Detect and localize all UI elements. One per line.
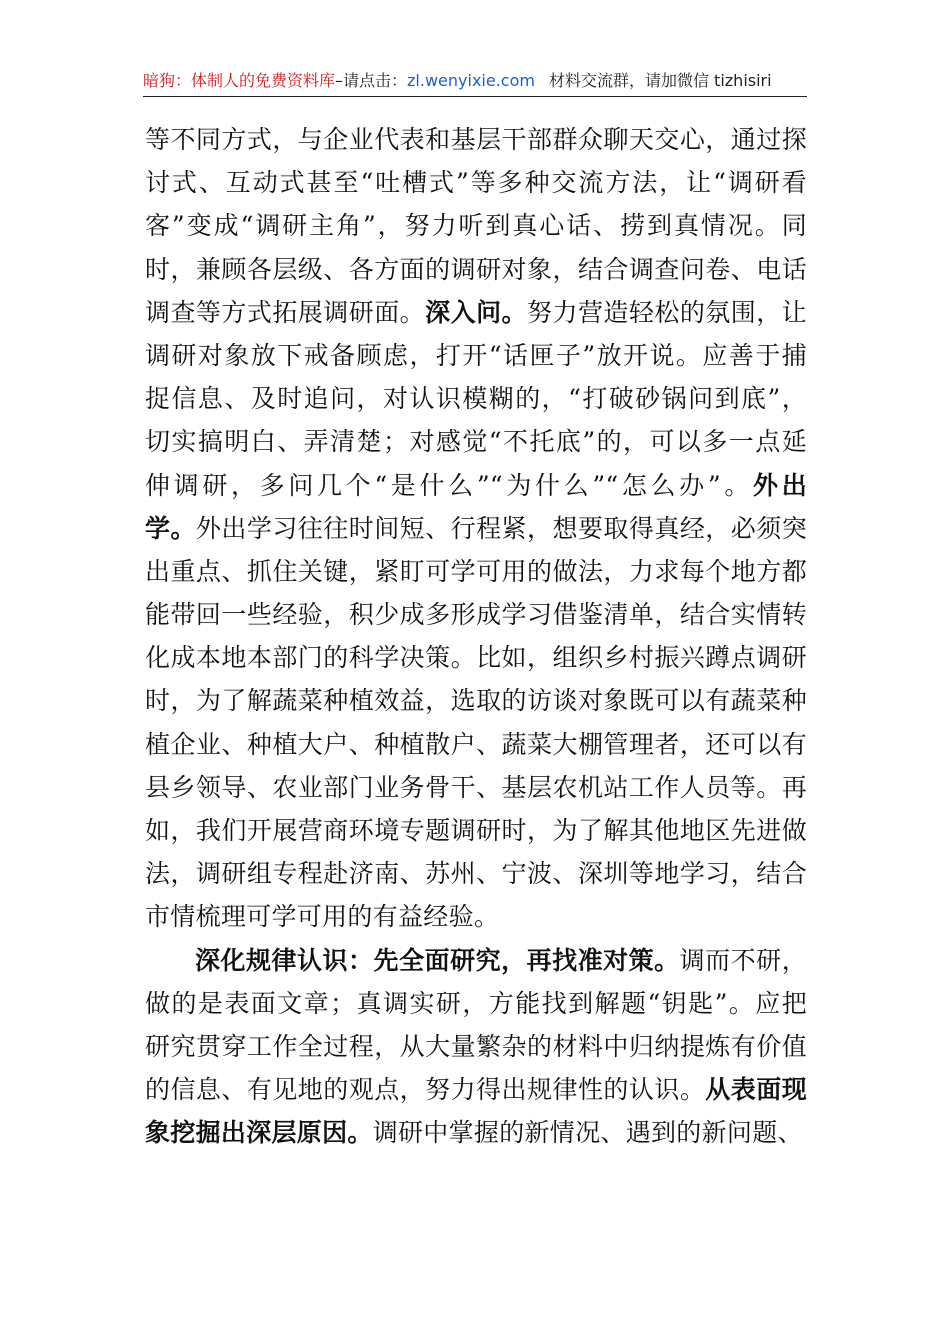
text-segment: 伸调研，多问几个“是什么”“为什么”“怎么办”。 bbox=[145, 470, 754, 500]
text-segment: 调而不研， bbox=[679, 945, 807, 975]
text-segment: 切实搞明白、弄清楚；对感觉“不托底”的，可以多一点延 bbox=[145, 427, 807, 457]
text-segment: 的信息、有见地的观点，努力得出规律性的认识。 bbox=[145, 1075, 706, 1105]
text-line bbox=[145, 118, 807, 161]
text-line bbox=[145, 161, 807, 204]
text-line bbox=[145, 766, 807, 809]
text-segment: 讨式、互动式甚至“吐槽式”等多种交流方法，让“调研看 bbox=[145, 168, 807, 198]
bold-heading-text: 外出 bbox=[753, 470, 807, 500]
text-line bbox=[145, 809, 807, 852]
text-line bbox=[145, 1068, 807, 1111]
text-segment: 捉信息、及时追问，对认识模糊的，“打破砂锅问到底”， bbox=[145, 384, 807, 414]
text-segment: 时，兼顾各层级、各方面的调研对象，结合调查问卷、电话 bbox=[145, 254, 807, 284]
text-line bbox=[145, 982, 807, 1025]
text-segment: 外出学习往往时间短、行程紧，想要取得真经，必须突 bbox=[195, 513, 807, 543]
text-line bbox=[145, 550, 807, 593]
text-segment: 调研中掌握的新情况、遇到的新问题、 bbox=[372, 1118, 803, 1148]
bold-heading-text: 深入问。 bbox=[425, 297, 528, 327]
text-line bbox=[145, 420, 807, 463]
text-segment: 出重点、抓住关键，紧盯可学可用的做法，力求每个地方都 bbox=[145, 556, 807, 586]
text-line bbox=[145, 593, 807, 636]
text-line bbox=[145, 507, 807, 550]
text-line bbox=[145, 464, 807, 507]
text-line bbox=[145, 204, 807, 247]
text-segment: 县乡领导、农业部门业务骨干、基层农机站工作人员等。再 bbox=[145, 772, 807, 802]
text-segment: 化成本地本部门的科学决策。比如，组织乡村振兴蹲点调研 bbox=[145, 643, 807, 673]
text-segment: 努力营造轻松的氛围，让 bbox=[527, 297, 807, 327]
text-line bbox=[145, 636, 807, 679]
text-line bbox=[145, 291, 807, 334]
text-line bbox=[145, 377, 807, 420]
text-line bbox=[145, 1025, 807, 1068]
text-segment: 市情梳理可学可用的有益经验。 bbox=[145, 902, 500, 932]
text-line bbox=[145, 1111, 807, 1154]
text-line bbox=[145, 895, 807, 938]
header-wechat-note: 材料交流群，请加微信 tizhisiri bbox=[548, 71, 772, 90]
text-line bbox=[145, 852, 807, 895]
text-segment: 法，调研组专程赴济南、苏州、宁波、深圳等地学习，结合 bbox=[145, 859, 807, 889]
text-segment: 能带回一些经验，积少成多形成学习借鉴清单，结合实情转 bbox=[145, 600, 807, 630]
text-line bbox=[145, 248, 807, 291]
text-segment: 如，我们开展营商环境专题调研时，为了解其他地区先进做 bbox=[145, 816, 807, 845]
text-line bbox=[145, 334, 807, 377]
text-segment: 客”变成“调研主角”，努力听到真心话、捞到真情况。同 bbox=[145, 211, 807, 241]
text-segment: 调研对象放下戒备顾虑，打开“话匣子”放开说。应善于捕 bbox=[145, 340, 807, 370]
bold-heading-text: 象挖掘出深层原因。 bbox=[145, 1118, 373, 1148]
page-header bbox=[143, 66, 807, 97]
header-site-name: 暗狗：体制人的免费资料库 bbox=[143, 71, 336, 90]
bold-heading-text: 深化规律认识：先全面研究，再找准对策。 bbox=[195, 945, 680, 975]
text-segment: 调查等方式拓展调研面。 bbox=[145, 297, 426, 327]
text-segment: 等不同方式，与企业代表和基层干部群众聊天交心，通过探 bbox=[145, 125, 807, 154]
text-line bbox=[145, 679, 807, 722]
header-click-prompt: –请点击： bbox=[335, 71, 408, 90]
bold-heading-text: 从表面现 bbox=[705, 1075, 807, 1105]
text-line bbox=[145, 939, 807, 982]
text-segment: 研究贯穿工作全过程，从大量繁杂的材料中归纳提炼有价值 bbox=[145, 1031, 807, 1061]
text-segment: 做的是表面文章；真调实研，方能找到解题“钥匙”。应把 bbox=[145, 988, 807, 1018]
text-segment: 时，为了解蔬菜种植效益，选取的访谈对象既可以有蔬菜种 bbox=[145, 686, 807, 716]
text-segment: 植企业、种植大户、种植散户、蔬菜大棚管理者，还可以有 bbox=[145, 729, 807, 759]
body-text bbox=[145, 118, 807, 1155]
bold-heading-text: 学。 bbox=[145, 513, 196, 543]
header-site-link[interactable]: zl.wenyixie.com bbox=[407, 71, 535, 90]
text-line bbox=[145, 723, 807, 766]
